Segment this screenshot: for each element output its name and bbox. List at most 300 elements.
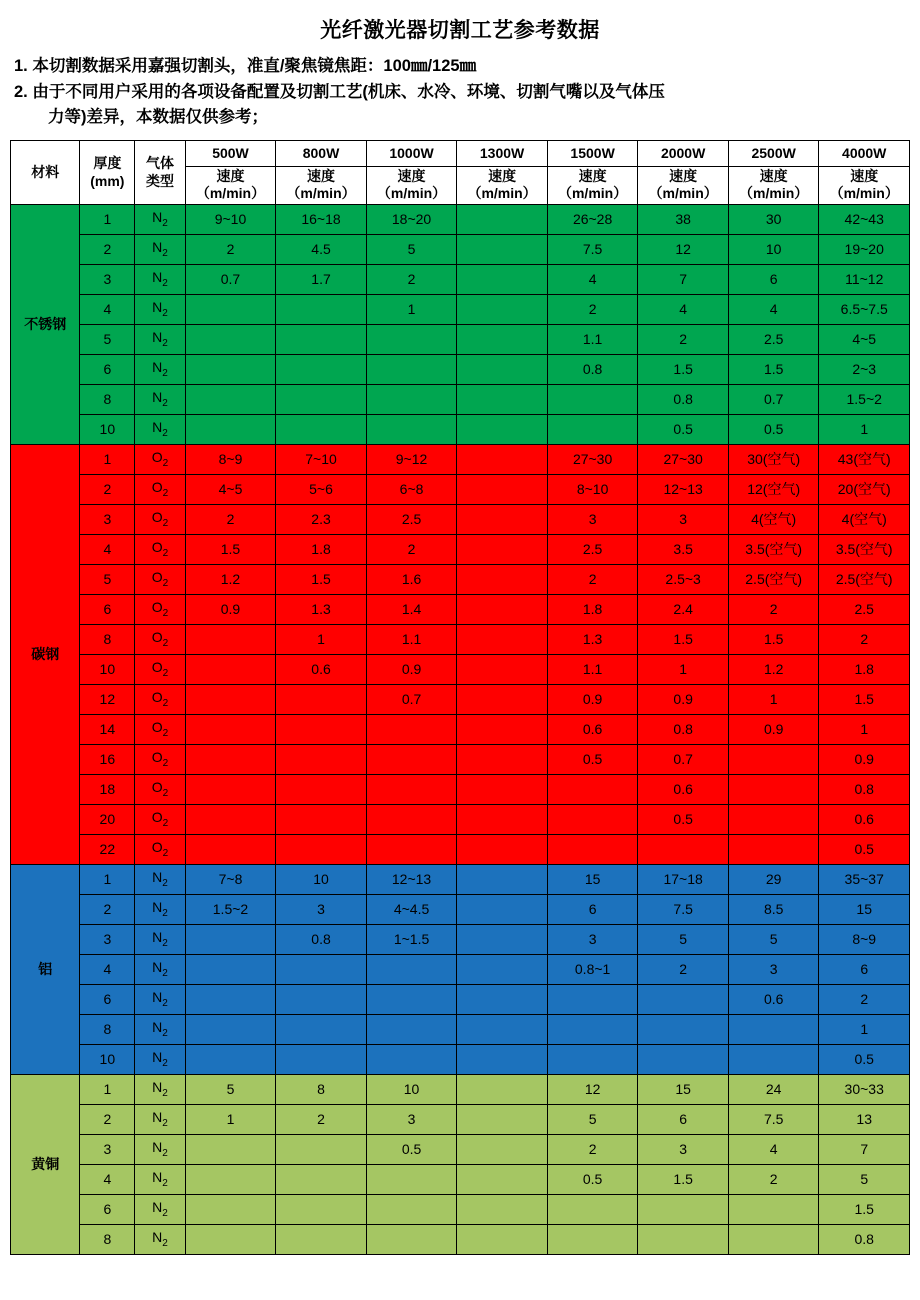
table-row <box>11 564 910 594</box>
speed-cell-800w <box>276 684 367 714</box>
speed-cell-500w <box>185 1134 276 1164</box>
note-line-1: 1. 本切割数据采用嘉强切割头，准直/聚焦镜焦距：100㎜/125㎜ <box>14 57 477 75</box>
speed-cell-1000w <box>366 744 457 774</box>
speed-word: 速度 <box>850 167 879 184</box>
header-speed-4000w <box>819 166 910 204</box>
speed-cell-2000w <box>638 834 729 864</box>
table-head <box>11 140 910 204</box>
speed-cell-800w <box>276 324 367 354</box>
speed-cell-800w <box>276 1224 367 1254</box>
speed-cell-2500w <box>728 774 819 804</box>
speed-cell-2000w: 1.5 <box>638 354 729 384</box>
header-speed-1500w <box>547 166 638 204</box>
gas-cell: $O_2$ <box>135 444 186 474</box>
header-power-1000w: 1000W <box>366 140 457 166</box>
speed-cell-1500w: 0.6 <box>547 714 638 744</box>
speed-cell-2000w: 38 <box>638 204 729 234</box>
thickness-cell: 12 <box>80 684 135 714</box>
speed-cell-2500w: 2 <box>728 1164 819 1194</box>
speed-cell-4000w: 4~5 <box>819 324 910 354</box>
speed-cell-500w: 1.5 <box>185 534 276 564</box>
speed-cell-1500w <box>547 1224 638 1254</box>
speed-cell-1000w: 12~13 <box>366 864 457 894</box>
table-row <box>11 804 910 834</box>
speed-cell-800w: 1 <box>276 624 367 654</box>
speed-cell-500w <box>185 354 276 384</box>
gas-cell: $N_2$ <box>135 1134 186 1164</box>
table-row <box>11 594 910 624</box>
speed-cell-800w <box>276 744 367 774</box>
speed-cell-4000w: 7 <box>819 1134 910 1164</box>
speed-cell-2000w: 17~18 <box>638 864 729 894</box>
speed-unit: （m/min） <box>829 185 899 202</box>
speed-cell-2500w: 4 <box>728 1134 819 1164</box>
speed-cell-2500w <box>728 834 819 864</box>
speed-cell-800w: 2 <box>276 1104 367 1134</box>
speed-cell-1500w <box>547 834 638 864</box>
gas-cell: $N_2$ <box>135 1044 186 1074</box>
speed-cell-500w: 1 <box>185 1104 276 1134</box>
speed-cell-2000w: 0.5 <box>638 804 729 834</box>
speed-cell-2000w <box>638 984 729 1014</box>
speed-cell-2000w <box>638 1224 729 1254</box>
thickness-cell: 10 <box>80 654 135 684</box>
speed-cell-1300w <box>457 744 548 774</box>
speed-cell-1500w: 8~10 <box>547 474 638 504</box>
thickness-cell: 6 <box>80 984 135 1014</box>
speed-cell-1300w <box>457 1074 548 1104</box>
speed-cell-500w: 2 <box>185 234 276 264</box>
header-row-power <box>11 140 910 166</box>
gas-cell: $N_2$ <box>135 1224 186 1254</box>
speed-cell-4000w: 0.6 <box>819 804 910 834</box>
thickness-cell: 3 <box>80 264 135 294</box>
speed-cell-4000w: 1.5 <box>819 1194 910 1224</box>
table-row <box>11 984 910 1014</box>
speed-unit: （m/min） <box>648 185 718 202</box>
speed-cell-2000w: 7 <box>638 264 729 294</box>
speed-cell-1000w <box>366 984 457 1014</box>
speed-cell-4000w: 2~3 <box>819 354 910 384</box>
speed-cell-1500w: 26~28 <box>547 204 638 234</box>
thickness-cell: 8 <box>80 384 135 414</box>
thickness-cell: 5 <box>80 564 135 594</box>
speed-cell-1500w <box>547 384 638 414</box>
gas-cell: $O_2$ <box>135 804 186 834</box>
speed-cell-4000w: 15 <box>819 894 910 924</box>
thickness-cell: 2 <box>80 474 135 504</box>
speed-cell-1300w <box>457 1224 548 1254</box>
speed-word: 速度 <box>759 167 788 184</box>
speed-cell-1300w <box>457 984 548 1014</box>
speed-cell-1000w <box>366 774 457 804</box>
speed-cell-500w: 2 <box>185 504 276 534</box>
speed-cell-1000w <box>366 354 457 384</box>
speed-cell-1000w: 9~12 <box>366 444 457 474</box>
gas-cell: $N_2$ <box>135 414 186 444</box>
speed-cell-2500w <box>728 1224 819 1254</box>
speed-cell-2500w: 24 <box>728 1074 819 1104</box>
gas-cell: $O_2$ <box>135 774 186 804</box>
speed-cell-4000w: 0.8 <box>819 1224 910 1254</box>
speed-cell-500w: 9~10 <box>185 204 276 234</box>
table-row <box>11 354 910 384</box>
speed-cell-2500w: 3.5(空气) <box>728 534 819 564</box>
gas-cell: $O_2$ <box>135 744 186 774</box>
speed-cell-1000w <box>366 1044 457 1074</box>
gas-cell: $N_2$ <box>135 1164 186 1194</box>
speed-cell-800w <box>276 774 367 804</box>
speed-cell-2500w: 4(空气) <box>728 504 819 534</box>
speed-cell-1500w <box>547 414 638 444</box>
table-row <box>11 234 910 264</box>
speed-cell-1500w <box>547 984 638 1014</box>
speed-cell-800w: 1.8 <box>276 534 367 564</box>
speed-cell-1300w <box>457 324 548 354</box>
speed-cell-1300w <box>457 624 548 654</box>
thickness-cell: 4 <box>80 534 135 564</box>
gas-cell: $N_2$ <box>135 234 186 264</box>
speed-cell-2500w: 0.9 <box>728 714 819 744</box>
speed-cell-800w <box>276 1044 367 1074</box>
thickness-cell: 20 <box>80 804 135 834</box>
speed-cell-1300w <box>457 1104 548 1134</box>
speed-cell-1000w: 1.1 <box>366 624 457 654</box>
header-thickness <box>80 140 135 204</box>
speed-cell-800w <box>276 354 367 384</box>
speed-cell-1500w: 7.5 <box>547 234 638 264</box>
speed-cell-4000w: 30~33 <box>819 1074 910 1104</box>
speed-cell-800w: 1.7 <box>276 264 367 294</box>
gas-cell: $N_2$ <box>135 384 186 414</box>
speed-cell-2000w: 1.5 <box>638 1164 729 1194</box>
speed-cell-1500w: 2 <box>547 294 638 324</box>
thickness-cell: 2 <box>80 894 135 924</box>
note-line-2-cont: 力等)差异，本数据仅供参考； <box>48 108 268 127</box>
speed-cell-800w: 4.5 <box>276 234 367 264</box>
speed-cell-1000w <box>366 804 457 834</box>
speed-cell-1000w: 2 <box>366 534 457 564</box>
speed-cell-1300w <box>457 534 548 564</box>
cutting-parameters-table <box>10 140 910 1255</box>
speed-cell-500w <box>185 984 276 1014</box>
speed-word: 速度 <box>669 167 698 184</box>
thickness-cell: 4 <box>80 954 135 984</box>
speed-cell-800w: 0.6 <box>276 654 367 684</box>
gas-cell: $N_2$ <box>135 204 186 234</box>
speed-cell-1500w: 6 <box>547 894 638 924</box>
speed-cell-1000w: 1~1.5 <box>366 924 457 954</box>
speed-cell-500w <box>185 384 276 414</box>
speed-cell-1000w: 5 <box>366 234 457 264</box>
speed-cell-1300w <box>457 894 548 924</box>
speed-cell-500w: 1.5~2 <box>185 894 276 924</box>
speed-cell-800w <box>276 1134 367 1164</box>
speed-word: 速度 <box>307 167 336 184</box>
gas-cell: $N_2$ <box>135 1014 186 1044</box>
speed-unit: （m/min） <box>195 185 266 202</box>
speed-cell-2000w: 6 <box>638 1104 729 1134</box>
speed-cell-4000w: 13 <box>819 1104 910 1134</box>
table-row <box>11 444 910 474</box>
thickness-cell: 6 <box>80 1194 135 1224</box>
speed-cell-2000w: 2.5~3 <box>638 564 729 594</box>
speed-cell-1500w: 2.5 <box>547 534 638 564</box>
speed-cell-1000w <box>366 834 457 864</box>
speed-cell-4000w: 1.5~2 <box>819 384 910 414</box>
speed-cell-2500w: 0.7 <box>728 384 819 414</box>
speed-cell-2500w: 30 <box>728 204 819 234</box>
thickness-cell: 18 <box>80 774 135 804</box>
table-row <box>11 654 910 684</box>
thickness-cell: 8 <box>80 1224 135 1254</box>
thickness-cell: 1 <box>80 444 135 474</box>
speed-cell-800w <box>276 1194 367 1224</box>
speed-cell-1500w: 1.3 <box>547 624 638 654</box>
speed-cell-2000w: 15 <box>638 1074 729 1104</box>
speed-unit: （m/min） <box>286 185 356 202</box>
table-row <box>11 924 910 954</box>
speed-cell-1300w <box>457 294 548 324</box>
speed-cell-4000w: 2.5 <box>819 594 910 624</box>
speed-cell-2500w: 8.5 <box>728 894 819 924</box>
speed-cell-1300w <box>457 804 548 834</box>
speed-cell-1000w: 10 <box>366 1074 457 1104</box>
thickness-cell: 5 <box>80 324 135 354</box>
speed-cell-800w <box>276 714 367 744</box>
speed-unit: （m/min） <box>739 185 809 202</box>
speed-cell-4000w: 11~12 <box>819 264 910 294</box>
table-row <box>11 1134 910 1164</box>
header-speed-1000w <box>366 166 457 204</box>
speed-cell-1300w <box>457 864 548 894</box>
speed-cell-2500w <box>728 744 819 774</box>
speed-cell-1000w: 18~20 <box>366 204 457 234</box>
table-row <box>11 534 910 564</box>
speed-cell-2000w: 0.9 <box>638 684 729 714</box>
speed-cell-2000w <box>638 1014 729 1044</box>
thickness-cell: 2 <box>80 234 135 264</box>
speed-cell-1000w <box>366 1194 457 1224</box>
speed-cell-4000w: 1 <box>819 1014 910 1044</box>
speed-cell-4000w: 2 <box>819 624 910 654</box>
speed-cell-2000w: 7.5 <box>638 894 729 924</box>
speed-cell-1500w: 3 <box>547 924 638 954</box>
speed-cell-1000w <box>366 324 457 354</box>
speed-cell-800w <box>276 384 367 414</box>
speed-cell-2000w: 0.6 <box>638 774 729 804</box>
speed-word: 速度 <box>578 167 607 184</box>
speed-cell-500w <box>185 1224 276 1254</box>
speed-cell-1300w <box>457 1044 548 1074</box>
speed-cell-4000w: 35~37 <box>819 864 910 894</box>
table-row <box>11 954 910 984</box>
gas-cell: $O_2$ <box>135 534 186 564</box>
thickness-cell: 1 <box>80 1074 135 1104</box>
speed-cell-4000w: 5 <box>819 1164 910 1194</box>
speed-cell-800w: 1.3 <box>276 594 367 624</box>
speed-cell-2000w: 0.7 <box>638 744 729 774</box>
gas-cell: $N_2$ <box>135 324 186 354</box>
table-row <box>11 1224 910 1254</box>
speed-cell-1300w <box>457 714 548 744</box>
speed-cell-2000w: 4 <box>638 294 729 324</box>
speed-word: 速度 <box>397 167 426 184</box>
speed-cell-1300w <box>457 1194 548 1224</box>
speed-cell-1500w: 0.5 <box>547 744 638 774</box>
header-speed-500w <box>185 166 276 204</box>
speed-cell-500w <box>185 804 276 834</box>
speed-cell-1000w: 0.5 <box>366 1134 457 1164</box>
speed-cell-800w: 7~10 <box>276 444 367 474</box>
thickness-cell: 10 <box>80 1044 135 1074</box>
speed-cell-1300w <box>457 414 548 444</box>
header-power-4000w: 4000W <box>819 140 910 166</box>
speed-cell-1000w: 3 <box>366 1104 457 1134</box>
speed-cell-1300w <box>457 654 548 684</box>
gas-cell: $N_2$ <box>135 354 186 384</box>
speed-cell-1500w: 12 <box>547 1074 638 1104</box>
speed-cell-2000w: 0.8 <box>638 384 729 414</box>
speed-cell-2000w <box>638 1194 729 1224</box>
speed-cell-2000w: 1 <box>638 654 729 684</box>
speed-cell-4000w: 2.5(空气) <box>819 564 910 594</box>
speed-cell-800w <box>276 804 367 834</box>
speed-cell-500w <box>185 1194 276 1224</box>
speed-cell-500w <box>185 714 276 744</box>
header-gas-type <box>135 140 186 204</box>
speed-cell-2500w <box>728 804 819 834</box>
note-line-2: 2. 由于不同用户采用的各项设备配置及切割工艺(机床、水冷、环境、切割气嘴以及气体压 <box>14 82 665 101</box>
thickness-cell: 3 <box>80 1134 135 1164</box>
thickness-cell: 16 <box>80 744 135 774</box>
speed-cell-2500w <box>728 1014 819 1044</box>
speed-unit: （m/min） <box>467 185 537 202</box>
speed-cell-4000w: 8~9 <box>819 924 910 954</box>
gas-cell: $N_2$ <box>135 894 186 924</box>
speed-cell-1300w <box>457 594 548 624</box>
gas-cell: $N_2$ <box>135 1074 186 1104</box>
speed-cell-500w: 8~9 <box>185 444 276 474</box>
speed-cell-1500w: 15 <box>547 864 638 894</box>
speed-cell-2500w: 0.6 <box>728 984 819 1014</box>
thickness-cell: 10 <box>80 414 135 444</box>
table-row <box>11 894 910 924</box>
table-row <box>11 384 910 414</box>
gas-cell: $N_2$ <box>135 1104 186 1134</box>
thickness-cell: 6 <box>80 354 135 384</box>
header-thickness-line2: (mm) <box>90 173 125 190</box>
speed-cell-500w <box>185 834 276 864</box>
speed-cell-1500w: 4 <box>547 264 638 294</box>
speed-cell-1500w: 2 <box>547 564 638 594</box>
table-row <box>11 414 910 444</box>
speed-cell-500w: 0.9 <box>185 594 276 624</box>
speed-cell-1500w: 0.8 <box>547 354 638 384</box>
table-row <box>11 834 910 864</box>
speed-cell-2000w: 0.5 <box>638 414 729 444</box>
speed-cell-800w: 10 <box>276 864 367 894</box>
speed-cell-800w <box>276 954 367 984</box>
speed-cell-1300w <box>457 234 548 264</box>
speed-cell-1000w: 1 <box>366 294 457 324</box>
header-power-1500w: 1500W <box>547 140 638 166</box>
material-cell: 铝 <box>11 864 80 1074</box>
speed-cell-1000w: 6~8 <box>366 474 457 504</box>
speed-cell-4000w: 3.5(空气) <box>819 534 910 564</box>
speed-unit: （m/min） <box>557 185 628 202</box>
speed-cell-2500w: 7.5 <box>728 1104 819 1134</box>
gas-cell: $O_2$ <box>135 624 186 654</box>
speed-cell-1300w <box>457 204 548 234</box>
gas-cell: $N_2$ <box>135 924 186 954</box>
thickness-cell: 3 <box>80 924 135 954</box>
thickness-cell: 1 <box>80 204 135 234</box>
gas-cell: $O_2$ <box>135 504 186 534</box>
header-power-2000w: 2000W <box>638 140 729 166</box>
table-row <box>11 714 910 744</box>
speed-cell-2500w: 12(空气) <box>728 474 819 504</box>
speed-cell-1300w <box>457 774 548 804</box>
speed-cell-1300w <box>457 1014 548 1044</box>
speed-cell-4000w: 2 <box>819 984 910 1014</box>
speed-cell-800w: 3 <box>276 894 367 924</box>
header-power-800w: 800W <box>276 140 367 166</box>
speed-cell-1000w: 2 <box>366 264 457 294</box>
speed-cell-4000w: 43(空气) <box>819 444 910 474</box>
speed-cell-2500w: 1.5 <box>728 354 819 384</box>
speed-cell-2500w: 4 <box>728 294 819 324</box>
speed-cell-2500w <box>728 1044 819 1074</box>
speed-cell-2000w: 2 <box>638 954 729 984</box>
speed-cell-2500w: 3 <box>728 954 819 984</box>
speed-cell-2500w: 1 <box>728 684 819 714</box>
header-speed-1300w <box>457 166 548 204</box>
speed-cell-1300w <box>457 504 548 534</box>
thickness-cell: 6 <box>80 594 135 624</box>
speed-cell-1500w <box>547 1044 638 1074</box>
speed-cell-1300w <box>457 834 548 864</box>
speed-cell-4000w: 0.5 <box>819 1044 910 1074</box>
speed-cell-4000w: 1 <box>819 714 910 744</box>
speed-cell-1000w <box>366 1224 457 1254</box>
thickness-cell: 4 <box>80 1164 135 1194</box>
speed-cell-500w: 0.7 <box>185 264 276 294</box>
header-speed-2500w <box>728 166 819 204</box>
material-cell: 黄铜 <box>11 1074 80 1254</box>
speed-cell-2000w: 27~30 <box>638 444 729 474</box>
speed-cell-1500w: 1.8 <box>547 594 638 624</box>
speed-cell-4000w: 4(空气) <box>819 504 910 534</box>
header-power-2500w: 2500W <box>728 140 819 166</box>
table-row <box>11 324 910 354</box>
speed-cell-2500w: 10 <box>728 234 819 264</box>
header-gas-line2: 类型 <box>145 173 174 190</box>
speed-cell-1000w <box>366 414 457 444</box>
gas-cell: $O_2$ <box>135 684 186 714</box>
speed-cell-500w: 1.2 <box>185 564 276 594</box>
speed-cell-1300w <box>457 474 548 504</box>
gas-cell: $N_2$ <box>135 984 186 1014</box>
speed-cell-500w: 4~5 <box>185 474 276 504</box>
speed-cell-2000w <box>638 1044 729 1074</box>
speed-cell-1500w: 2 <box>547 1134 638 1164</box>
table-row <box>11 744 910 774</box>
table-body <box>11 204 910 1254</box>
speed-cell-1500w <box>547 774 638 804</box>
speed-cell-1500w: 1.1 <box>547 654 638 684</box>
speed-cell-1000w: 0.7 <box>366 684 457 714</box>
